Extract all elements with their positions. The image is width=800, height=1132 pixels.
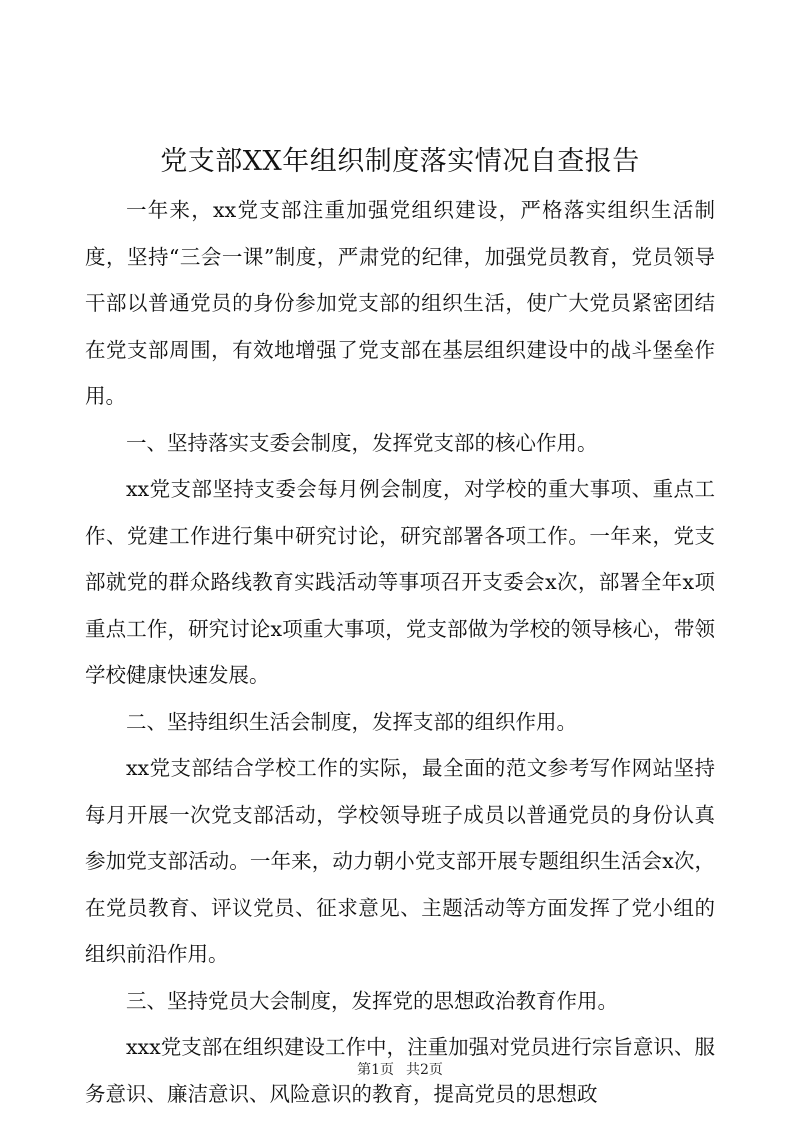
paragraph-intro: 一年来，xx党支部注重加强党组织建设，严格落实组织生活制度，坚持“三会一课”制度，严肃党的纪律，加强党员教育，党员领导干部以普通党员的身份参加党支部的组织生活，使广大党员紧密团结在党支部周围，有效地增强了党支部在基层组织建设中的战斗堡垒作用。 (85, 198, 715, 408)
page-number-current: 第1页 (357, 1062, 394, 1078)
document-title: 党支部XX年组织制度落实情况自查报告 (160, 146, 640, 177)
paragraph-section-3: xxx党支部在组织建设工作中，注重加强对党员进行宗旨意识、服务意识、廉洁意识、风险意识的教育，提高党员的思想政 (85, 1035, 715, 1106)
paragraph-section-1: xx党支部坚持支委会每月例会制度，对学校的重大事项、重点工作、党建工作进行集中研究讨论，研究部署各项工作。一年来，党支部就党的群众路线教育实践活动等事项召开支委会x次，部署全年x项重点工作，研究讨论x项重大事项，党支部做为学校的领导核心，带领学校健康快速发展。 (85, 477, 715, 687)
document-body (85, 187, 715, 1117)
section-heading-1: 一、坚持落实支委会制度，发挥党支部的核心作用。 (126, 430, 598, 455)
section-heading-2: 二、坚持组织生活会制度，发挥支部的组织作用。 (126, 709, 577, 734)
page-footer (0, 1060, 800, 1080)
paragraph-section-2: xx党支部结合学校工作的实际，最全面的范文参考写作网站坚持每月开展一次党支部活动，学校领导班子成员以普通党员的身份认真参加党支部活动。一年来，动力朝小党支部开展专题组织生活会x次，在党员教育、评议党员、征求意见、主题活动等方面发挥了党小组的组织前沿作用。 (85, 756, 715, 966)
page-number-total: 共2页 (406, 1062, 443, 1078)
section-heading-3: 三、坚持党员大会制度，发挥党的思想政治教育作用。 (126, 988, 618, 1013)
